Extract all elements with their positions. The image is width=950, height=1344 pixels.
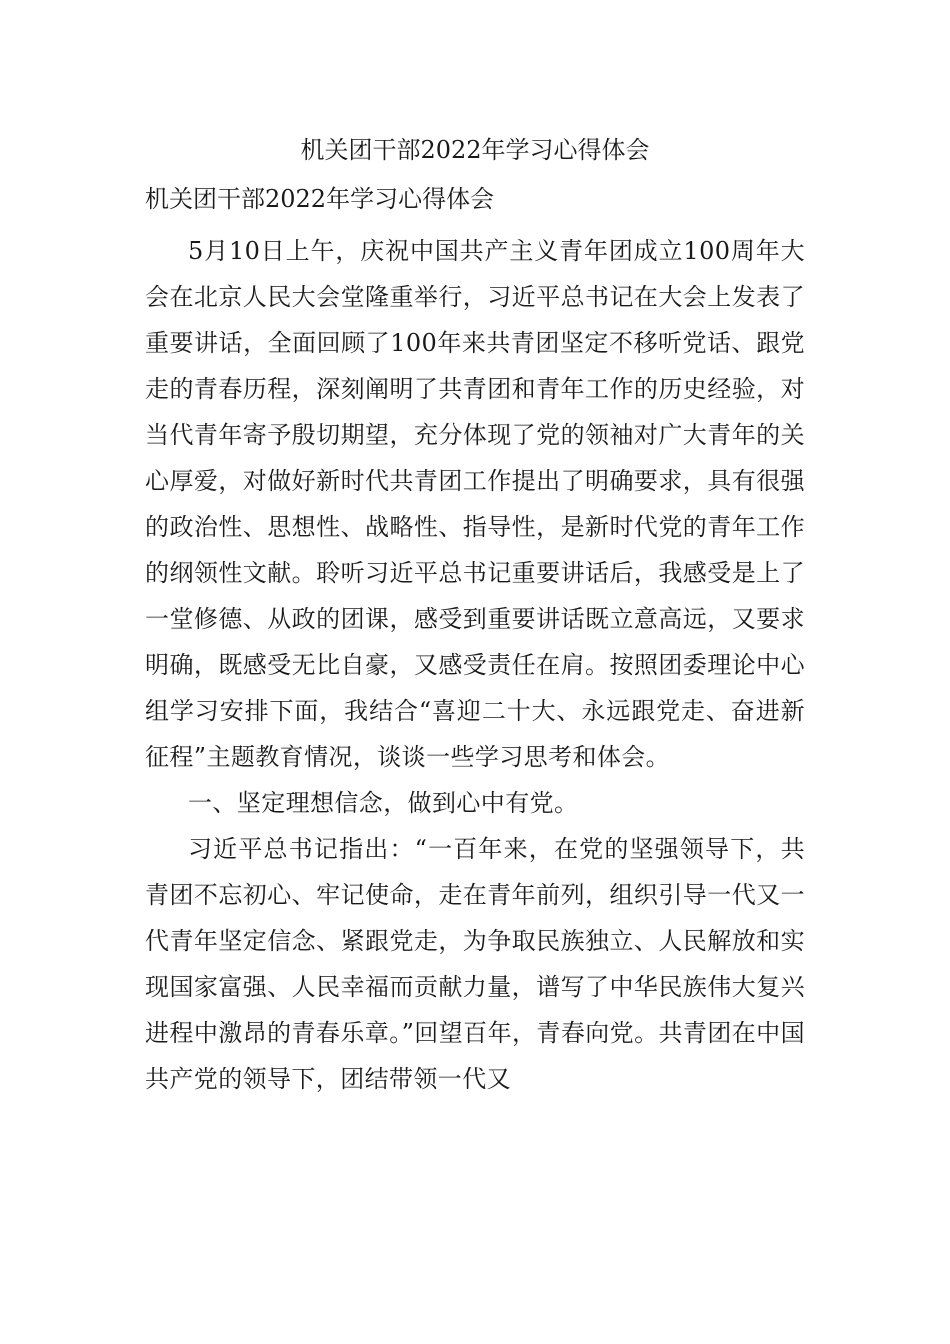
document-subtitle: 机关团干部2022年学习心得体会 [145, 185, 495, 213]
paragraph-intro: 5月10日上午，庆祝中国共产主义青年团成立100周年大会在北京人民大会堂隆重举行，习近平总书记在大会上发表了重要讲话，全面回顾了100年来共青团坚定不移听党话、跟党走的青春历程，深刻阐明了共青团和青年工作的历史经验，对当代青年寄予殷切期望，充分体现了党的领袖对广大青年的关心厚爱，对做好新时代共青团工作提出了明确要求，具有很强的政治性、思想性、战略性、指导性，是新时代党的青年工作的纲领性文献。聆听习近平总书记重要讲话后，我感受是上了一堂修德、从政的团课，感受到重要讲话既立意高远，又要求明确，既感受无比自豪，又感受责任在肩。按照团委理论中心组学习安排下面，我结合“喜迎二十大、永远跟党走、奋进新征程”主题教育情况，谈谈一些学习思考和体会。 [145, 237, 805, 771]
document-title: 机关团干部2022年学习心得体会 [300, 136, 650, 164]
section-heading-1: 一、坚定理想信念，做到心中有党。 [188, 789, 579, 817]
document-body [145, 228, 805, 1102]
paragraph-quote: 习近平总书记指出：“一百年来，在党的坚强领导下，共青团不忘初心、牢记使命，走在青年前列，组织引导一代又一代青年坚定信念、紧跟党走，为争取民族独立、人民解放和实现国家富强、人民幸福而贡献力量，谱写了中华民族伟大复兴进程中激昂的青春乐章。”回望百年，青春向党。共青团在中国共产党的领导下，团结带领一代又 [145, 835, 805, 1093]
